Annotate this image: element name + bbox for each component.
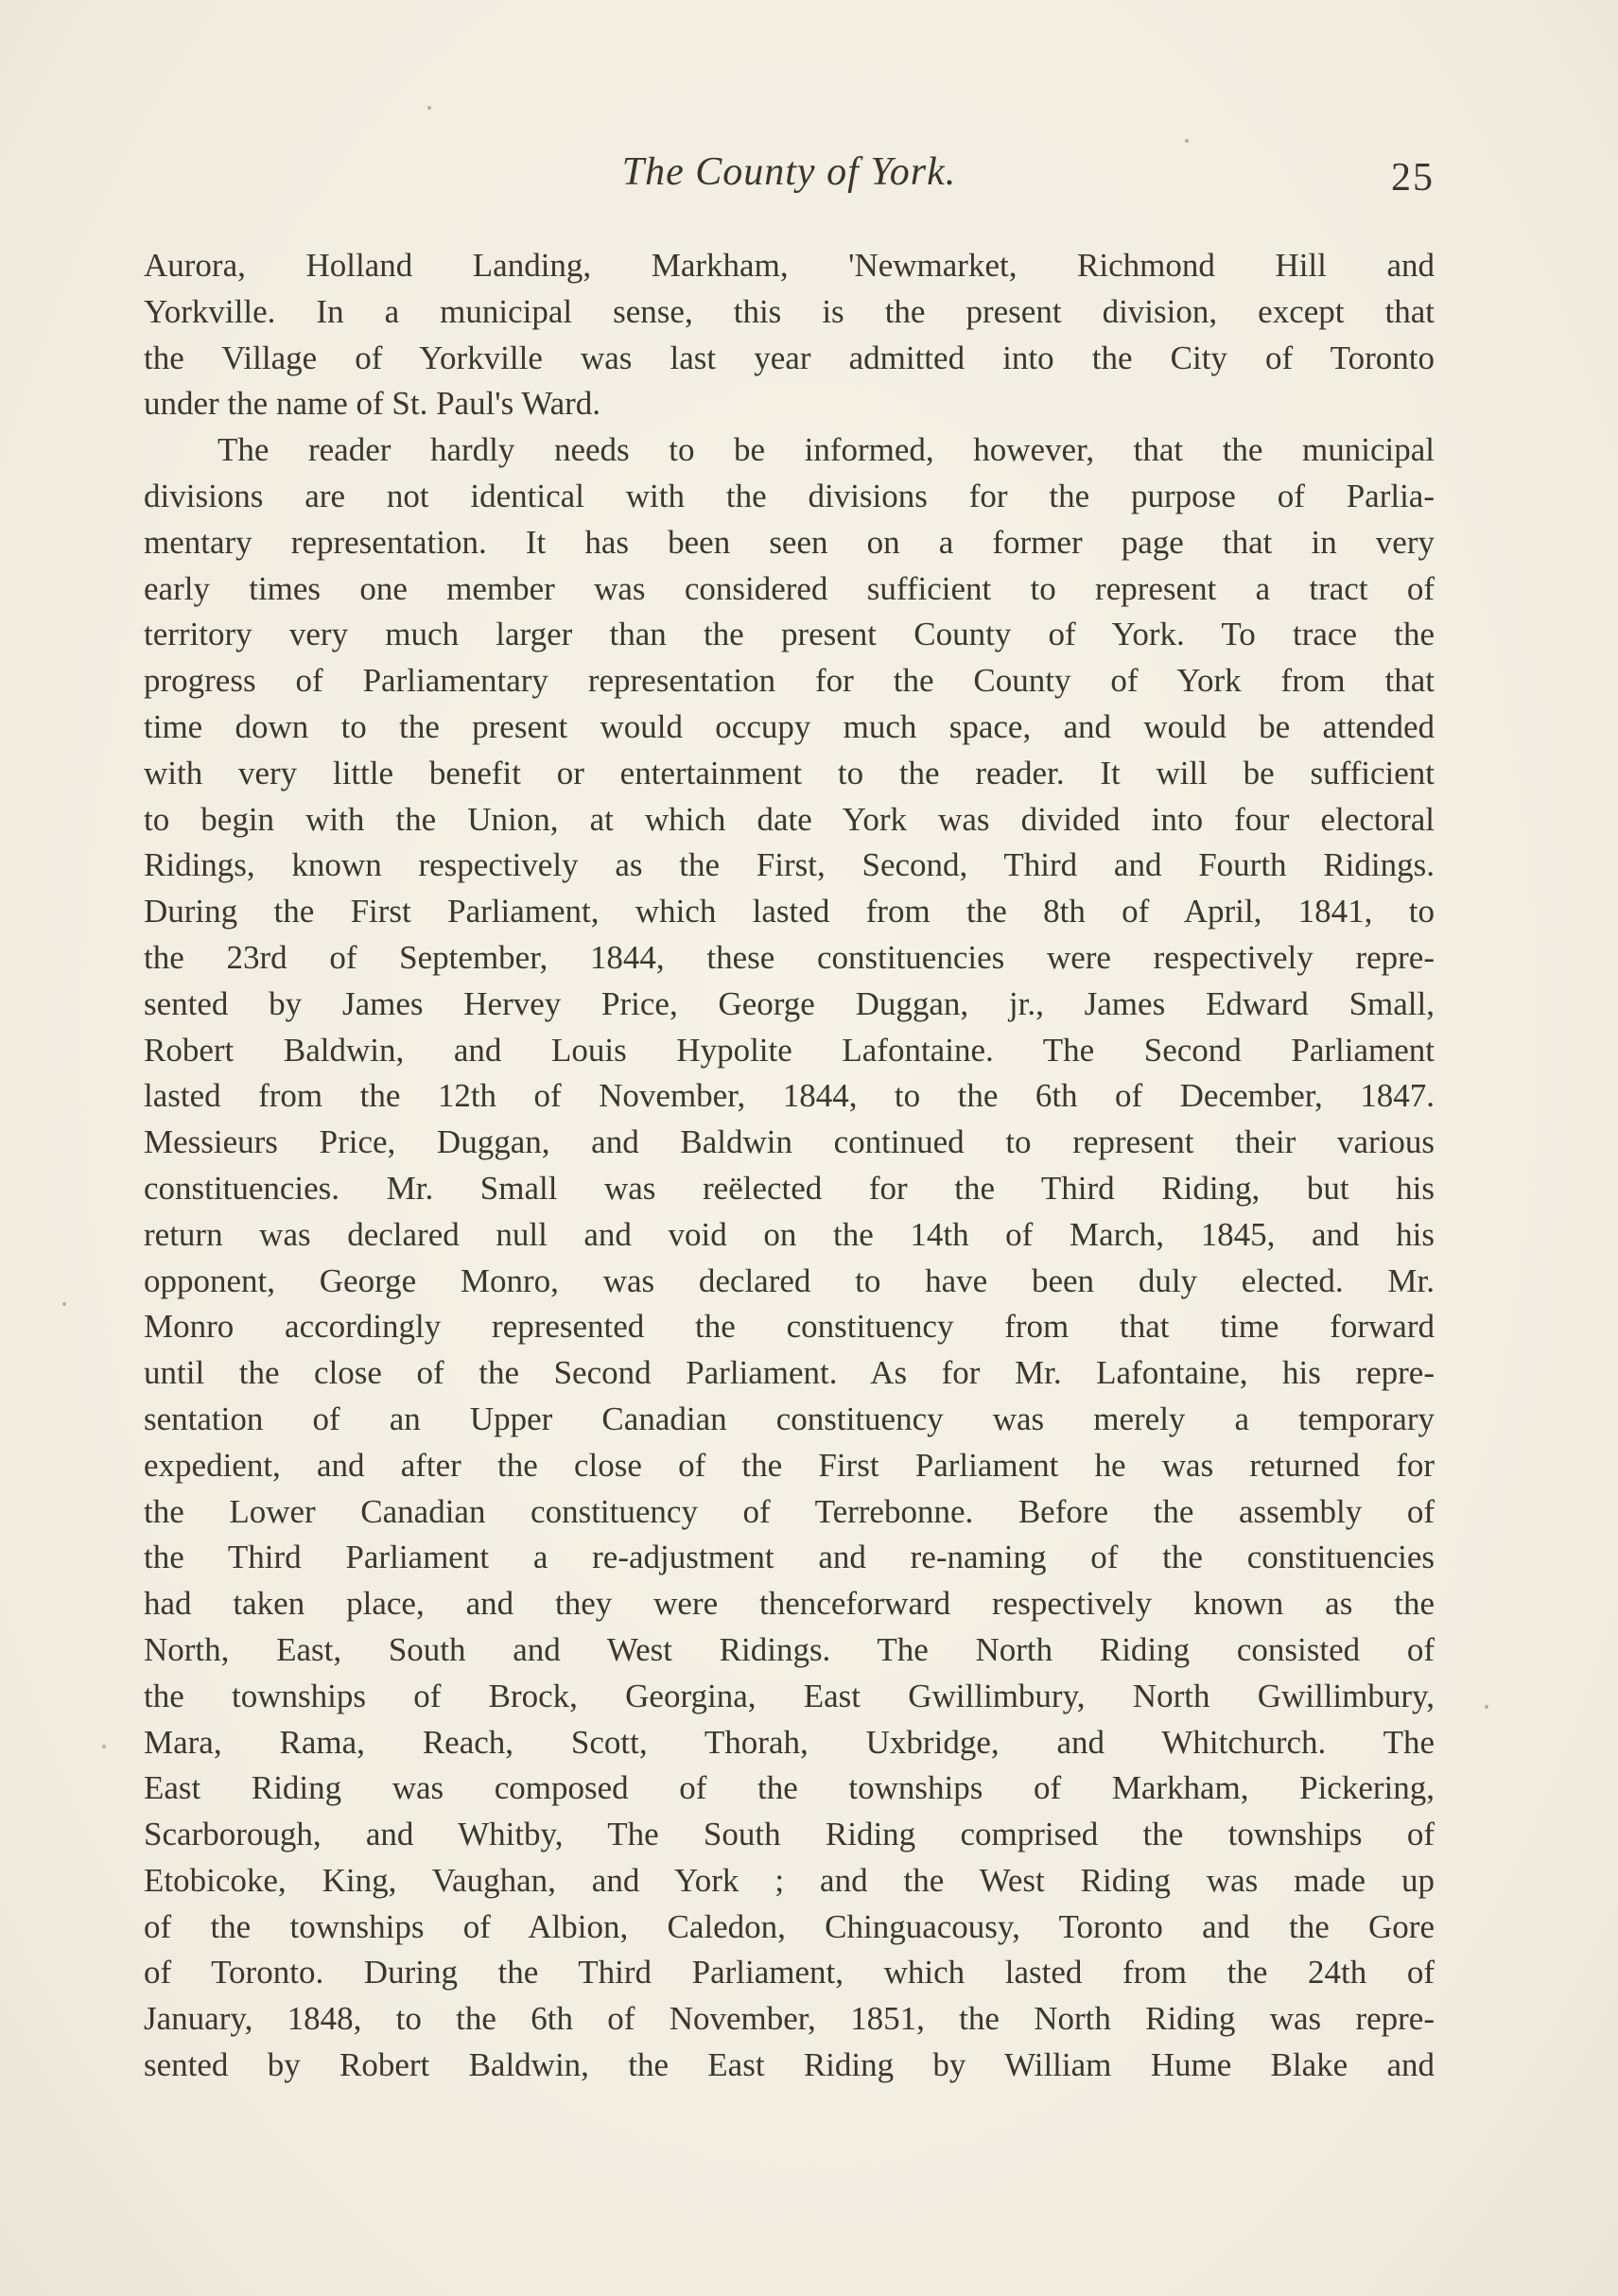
text-line: Robert Baldwin, and Louis Hypolite Lafontaine. The Second Parliament xyxy=(144,1031,1435,1069)
paper-speck xyxy=(1185,139,1189,143)
text-line: During the First Parliament, which lasted from the 8th of April, 1841, to xyxy=(144,893,1435,931)
text-line: of the townships of Albion, Caledon, Chinguacousy, Toronto and the Gore xyxy=(144,1907,1435,1945)
paper-speck xyxy=(102,1745,106,1748)
text-line: of Toronto. During the Third Parliament, which lasted from the 24th of xyxy=(144,1954,1435,1992)
paragraph-1 xyxy=(144,243,1435,427)
text-line: constituencies. Mr. Small was reëlected for the Third Riding, but his xyxy=(144,1169,1435,1207)
paragraph-2 xyxy=(144,427,1435,2089)
text-line: under the name of St. Paul's Ward. xyxy=(144,385,601,423)
text-line: January, 1848, to the 6th of November, 1851, the North Riding was repre- xyxy=(144,2000,1435,2038)
paper-speck xyxy=(427,106,431,110)
text-line: Ridings, known respectively as the First, Second, Third and Fourth Ridings. xyxy=(144,846,1435,884)
text-line: expedient, and after the close of the First Parliament he was returned for xyxy=(144,1446,1435,1484)
text-line: until the close of the Second Parliament. As for Mr. Lafontaine, his repre- xyxy=(144,1354,1435,1392)
text-line: territory very much larger than the present County of York. To trace the xyxy=(144,616,1435,653)
paper-speck xyxy=(62,1302,66,1306)
text-line: mentary representation. It has been seen on a former page that in very xyxy=(144,523,1435,561)
text-line: Etobicoke, King, Vaughan, and York ; and the West Riding was made up xyxy=(144,1861,1435,1899)
text-line: the Village of Yorkville was last year admitted into the City of Toronto xyxy=(144,339,1435,376)
text-line: Yorkville. In a municipal sense, this is the present division, except that xyxy=(144,292,1435,330)
body-text xyxy=(144,243,1435,2089)
text-line: the Third Parliament a re-adjustment and re-naming of the constituencies xyxy=(144,1539,1435,1576)
text-line: lasted from the 12th of November, 1844, to the 6th of December, 1847. xyxy=(144,1077,1435,1115)
text-line: to begin with the Union, at which date York was divided into four electoral xyxy=(144,800,1435,838)
text-line: North, East, South and West Ridings. The North Riding consisted of xyxy=(144,1630,1435,1668)
page-number: 25 xyxy=(1391,156,1435,200)
text-line: sented by James Hervey Price, George Duggan, jr., James Edward Small, xyxy=(144,984,1435,1022)
text-line: divisions are not identical with the divisions for the purpose of Parlia- xyxy=(144,477,1435,514)
text-line: progress of Parliamentary representation for the County of York from that xyxy=(144,662,1435,700)
text-line: Monro accordingly represented the constituency from that time forward xyxy=(144,1308,1435,1346)
text-line: early times one member was considered sufficient to represent a tract of xyxy=(144,569,1435,607)
page-header xyxy=(144,149,1435,206)
text-line: the 23rd of September, 1844, these constituencies were respectively repre- xyxy=(144,938,1435,976)
paper-speck xyxy=(1485,1705,1488,1709)
text-line: Mara, Rama, Reach, Scott, Thorah, Uxbridge, and Whitchurch. The xyxy=(144,1723,1435,1761)
text-line: Aurora, Holland Landing, Markham, 'Newmarket, Richmond Hill and xyxy=(144,247,1435,284)
text-line: Scarborough, and Whitby, The South Riding comprised the townships of xyxy=(144,1816,1435,1853)
text-line: had taken place, and they were thenceforward respectively known as the xyxy=(144,1585,1435,1623)
text-line: Messieurs Price, Duggan, and Baldwin continued to represent their various xyxy=(144,1123,1435,1161)
text-line: time down to the present would occupy much space, and would be attended xyxy=(144,707,1435,745)
text-line: with very little benefit or entertainment to the reader. It will be sufficient xyxy=(144,754,1435,791)
text-line: sentation of an Upper Canadian constituency was merely a temporary xyxy=(144,1400,1435,1437)
text-line: the townships of Brock, Georgina, East Gwillimbury, North Gwillimbury, xyxy=(144,1677,1435,1714)
text-line: return was declared null and void on the 14th of March, 1845, and his xyxy=(144,1215,1435,1253)
text-line: the Lower Canadian constituency of Terrebonne. Before the assembly of xyxy=(144,1492,1435,1530)
running-title: The County of York. xyxy=(621,150,957,194)
text-line: East Riding was composed of the townships of Markham, Pickering, xyxy=(144,1769,1435,1807)
text-line: opponent, George Monro, was declared to have been duly elected. Mr. xyxy=(144,1261,1435,1299)
text-line: The reader hardly needs to be informed, however, that the municipal xyxy=(217,431,1435,469)
text-line: sented by Robert Baldwin, the East Riding by William Hume Blake and xyxy=(144,2046,1435,2084)
